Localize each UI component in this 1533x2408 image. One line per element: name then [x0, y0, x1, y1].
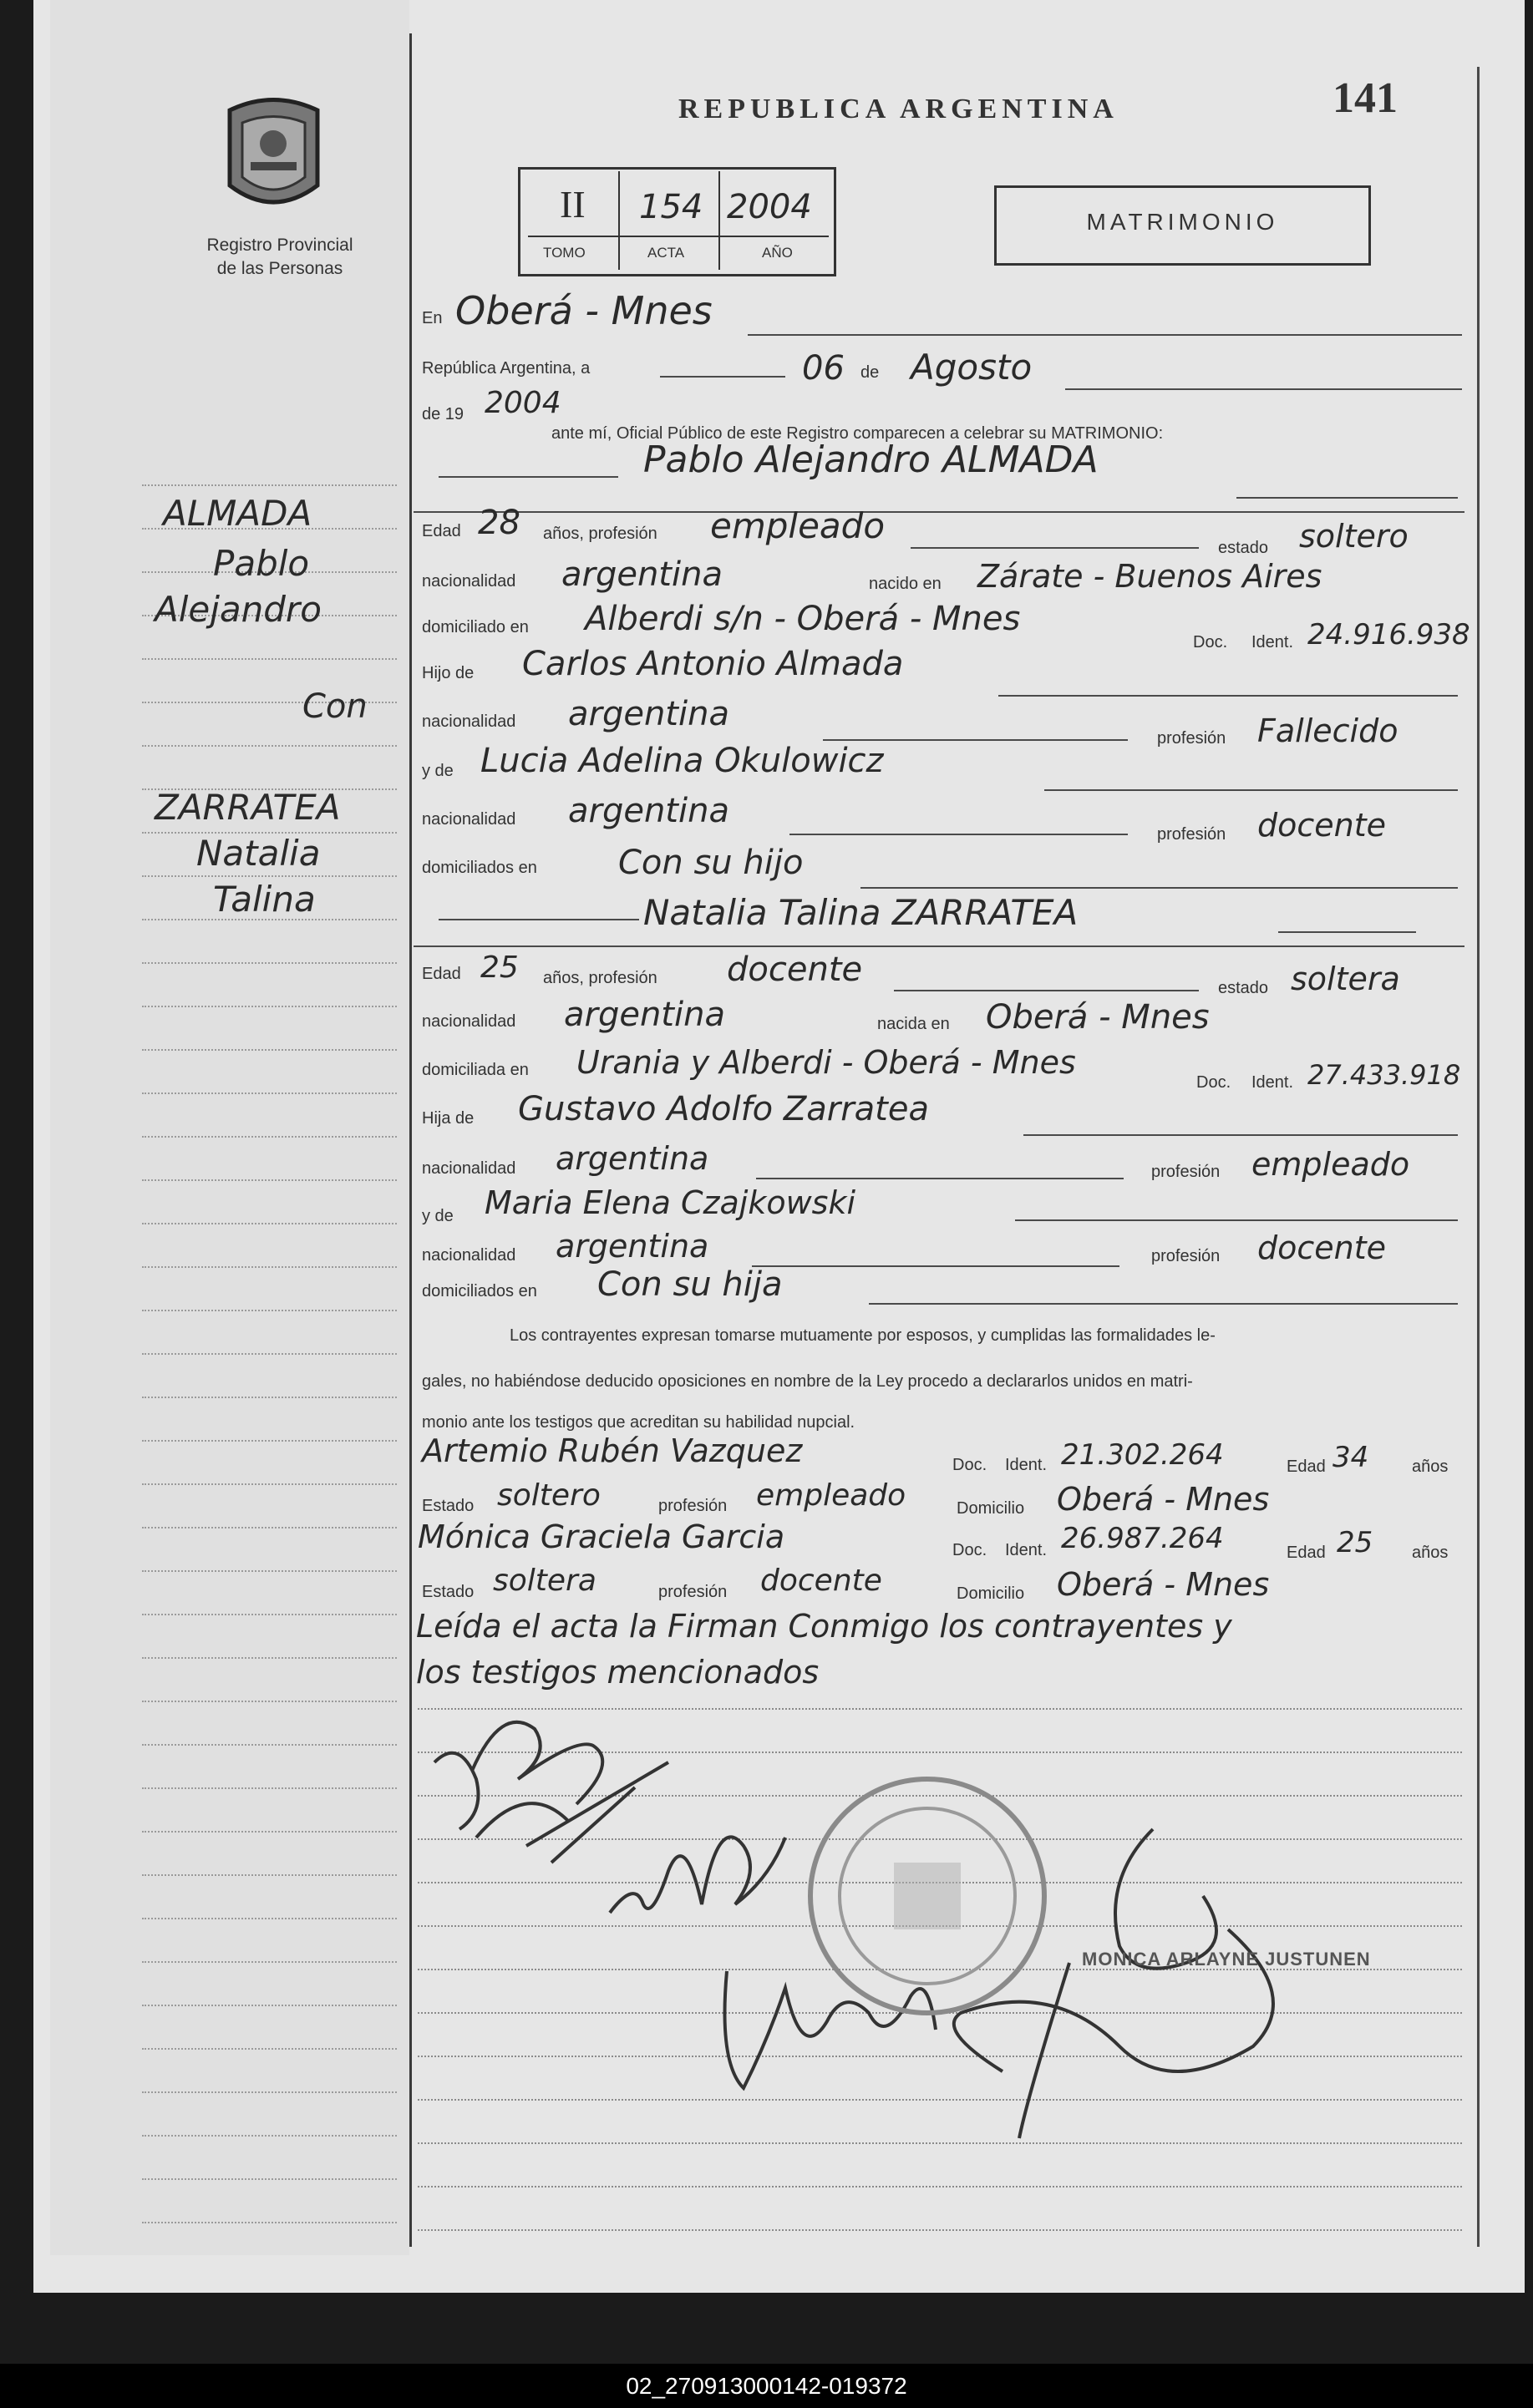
closing-line1: Leída el acta la Firman Conmigo los contrayentes y [416, 1608, 1232, 1645]
margin-rule [142, 1179, 397, 1181]
groom-father-profession: Fallecido [1257, 712, 1398, 749]
bride-doc-number: 27.433.918 [1307, 1059, 1461, 1091]
margin-rule [142, 962, 397, 964]
place: Oberá - Mnes [455, 288, 713, 333]
bride-parents-addr-label: domiciliados en [422, 1282, 537, 1300]
groom-parents-address: Con su hijo [618, 844, 804, 882]
groom-ident-label: Ident. [1251, 633, 1294, 651]
margin-bride-surname: ZARRATEA [155, 787, 341, 828]
bride-father-line [1023, 1134, 1458, 1136]
margin-rule [142, 2091, 397, 2093]
bride-age: 25 [480, 951, 519, 985]
groom-mother-nat-line [789, 834, 1128, 835]
de-label: de [860, 363, 880, 382]
bride-parents-addr-line [869, 1303, 1458, 1305]
margin-rule [142, 1223, 397, 1224]
margin-rule [142, 1570, 397, 1572]
anio-value: 2004 [727, 188, 812, 226]
groom-nacionalidad-label: nacionalidad [422, 572, 516, 591]
signature-scribble-2 [602, 1779, 794, 1946]
margin-rule [142, 1049, 397, 1051]
margin-rule [142, 1136, 397, 1138]
body-rule [418, 2186, 1462, 2187]
bride-father-prof-label: profesión [1151, 1163, 1221, 1181]
bride-mother-nationality: argentina [556, 1228, 709, 1265]
bride-nationality: argentina [564, 996, 725, 1034]
groom-nacido-label: nacido en [869, 575, 942, 593]
groom-profession: empleado [710, 505, 886, 546]
bride-edad-label: Edad [422, 965, 461, 983]
bride-address: Urania y Alberdi - Oberá - Mnes [576, 1044, 1076, 1081]
margin-rule [142, 1701, 397, 1702]
registry-line2: de las Personas [216, 259, 343, 278]
groom-father-nat-line [823, 739, 1128, 741]
witness1-anos-label: años [1412, 1457, 1449, 1476]
groom-father-line [998, 695, 1458, 697]
witness1-profession: empleado [756, 1478, 906, 1513]
witness2-prof-label: profesión [658, 1583, 728, 1601]
document-type: MATRIMONIO [1086, 209, 1279, 235]
witness2-anos-label: años [1412, 1544, 1449, 1562]
year: 2004 [485, 386, 561, 420]
bride-mother-prof-label: profesión [1151, 1247, 1221, 1265]
body-rule [418, 2229, 1462, 2231]
bride-name-line-a [439, 919, 639, 920]
margin-rule [142, 1092, 397, 1094]
margin-rule [142, 1266, 397, 1268]
margin-bride-given2: Talina [213, 879, 316, 920]
bride-father-nationality: argentina [556, 1140, 709, 1177]
witness2-estado-label: Estado [422, 1583, 475, 1601]
groom-father-nationality: argentina [568, 695, 729, 733]
witness1-prof-label: profesión [658, 1497, 728, 1515]
tomo-label: TOMO [543, 245, 586, 261]
witness1-domicilio-label: Domicilio [957, 1499, 1025, 1518]
country-title: REPUBLICA ARGENTINA [678, 94, 1119, 124]
witness2-edad-label: Edad [1287, 1544, 1326, 1562]
bride-mother: Maria Elena Czajkowski [485, 1184, 856, 1221]
witness2-ident-label: Ident. [1005, 1541, 1048, 1559]
groom-father-nat-label: nacionalidad [422, 712, 516, 731]
margin-rule [142, 2135, 397, 2137]
groom-name-line-b [1236, 497, 1458, 499]
bride-anos-label: años, profesión [543, 969, 657, 987]
bride-mother-nat-label: nacionalidad [422, 1246, 516, 1265]
bride-father-profession: empleado [1251, 1146, 1410, 1183]
witness1-address: Oberá - Mnes [1057, 1481, 1270, 1518]
margin-bride-given1: Natalia [196, 833, 321, 874]
acta-label: ACTA [647, 245, 685, 261]
coat-of-arms-emblem [221, 94, 326, 215]
groom-name-line-a [439, 476, 618, 478]
bride-profession-line [894, 990, 1199, 991]
witness1-edad-label: Edad [1287, 1457, 1326, 1476]
margin-rule [142, 1831, 397, 1833]
groom-mother-line [1044, 789, 1458, 791]
groom-mother: Lucia Adelina Okulowicz [480, 742, 884, 780]
year-prefix: de 19 [422, 405, 464, 423]
groom-status: soltero [1299, 518, 1409, 555]
bride-ident-label: Ident. [1251, 1073, 1294, 1092]
margin-rule [142, 1527, 397, 1528]
margin-column [50, 0, 409, 2255]
margin-groom-surname: ALMADA [163, 493, 312, 534]
groom-address: Alberdi s/n - Oberá - Mnes [585, 600, 1021, 638]
witness2-domicilio-label: Domicilio [957, 1584, 1025, 1603]
tomo-value: II [560, 183, 586, 226]
bride-mother-line [1015, 1219, 1458, 1221]
margin-rule [142, 1657, 397, 1659]
groom-mother-label: y de [422, 762, 454, 780]
republica-label: República Argentina, a [422, 359, 591, 378]
margin-rule [142, 1440, 397, 1442]
bride-estado-label: estado [1218, 979, 1269, 997]
witness2-doc: 26.987.264 [1061, 1522, 1224, 1555]
margin-rule [142, 484, 397, 486]
date-line-b [1065, 388, 1462, 390]
bride-father: Gustavo Adolfo Zarratea [518, 1090, 929, 1128]
witness1-ident-label: Ident. [1005, 1456, 1048, 1474]
intro-statement: ante mí, Oficial Público de este Registro comparecen a celebrar su MATRIMONIO: [551, 424, 1164, 443]
margin-rule [142, 1397, 397, 1398]
record-id-vline2 [718, 171, 720, 270]
groom-birthplace: Zárate - Buenos Aires [977, 558, 1322, 595]
page-number: 141 [1332, 74, 1398, 122]
margin-connector: Con [302, 687, 368, 726]
margin-rule [142, 2005, 397, 2006]
declaration-line3: monio ante los testigos que acreditan su habilidad nupcial. [422, 1413, 855, 1432]
margin-rule [142, 1787, 397, 1789]
groom-estado-label: estado [1218, 539, 1269, 557]
margin-rule [142, 2048, 397, 2050]
margin-rule [142, 1006, 397, 1007]
margin-rule [142, 1874, 397, 1876]
margin-groom-given1: Pablo [213, 543, 310, 584]
bride-mother-nat-line [752, 1265, 1119, 1267]
groom-doc-label: Doc. [1193, 633, 1228, 651]
bride-profession: docente [727, 951, 863, 989]
bride-domiciliada-label: domiciliada en [422, 1061, 529, 1079]
groom-anos-label: años, profesión [543, 525, 657, 543]
column-divider [409, 33, 412, 2247]
margin-rule [142, 1310, 397, 1311]
groom-parents-addr-line [860, 887, 1458, 889]
anio-label: AÑO [762, 245, 793, 261]
witness2-age: 25 [1337, 1526, 1373, 1559]
margin-rule [142, 1483, 397, 1485]
margin-rule [142, 1961, 397, 1963]
groom-mother-nationality: argentina [568, 792, 729, 830]
groom-father: Carlos Antonio Almada [522, 645, 904, 683]
bride-parents-address: Con su hija [597, 1265, 783, 1304]
margin-rule [142, 2222, 397, 2223]
witness2-profession: docente [760, 1564, 882, 1598]
bride-nacida-label: nacida en [877, 1015, 950, 1033]
place-line [748, 334, 1462, 336]
witness1-estado-label: Estado [422, 1497, 475, 1515]
groom-edad-label: Edad [422, 522, 461, 540]
groom-father-label: Hijo de [422, 664, 475, 682]
groom-mother-prof-label: profesión [1157, 825, 1226, 844]
signature-scribble-4 [902, 1796, 1337, 2147]
bride-mother-profession: docente [1257, 1229, 1387, 1266]
section-rule-1 [414, 511, 1464, 513]
margin-rule [142, 1353, 397, 1355]
margin-rule [142, 1614, 397, 1615]
bride-name-line-b [1278, 931, 1416, 933]
bride-full-name: Natalia Talina ZARRATEA [643, 892, 1079, 933]
margin-rule [142, 875, 397, 877]
section-rule-2 [414, 945, 1464, 947]
declaration-line1: Los contrayentes expresan tomarse mutuamente por esposos, y cumplidas las formalidades le- [510, 1326, 1216, 1345]
groom-full-name: Pablo Alejandro ALMADA [643, 439, 1099, 481]
groom-nationality: argentina [561, 555, 723, 594]
bride-status: soltera [1291, 961, 1400, 997]
bride-nacionalidad-label: nacionalidad [422, 1012, 516, 1031]
groom-domiciliado-label: domiciliado en [422, 618, 529, 636]
date-line-a [660, 376, 785, 378]
margin-rule [142, 1918, 397, 1919]
official-stamp-name: MONICA ARLAYNE JUSTUNEN [1082, 1949, 1371, 1969]
margin-rule [142, 2178, 397, 2180]
witness1-name: Artemio Rubén Vazquez [422, 1432, 803, 1469]
page-right-rule [1477, 67, 1480, 2247]
registry-name [167, 234, 393, 281]
witness1-status: soltero [497, 1478, 601, 1513]
footer-reference: 02_270913000142-019372 [0, 2364, 1533, 2408]
groom-age: 28 [478, 504, 520, 542]
record-id-hline [528, 236, 829, 237]
bride-father-label: Hija de [422, 1109, 475, 1128]
margin-groom-given2: Alejandro [155, 589, 322, 630]
witness2-address: Oberá - Mnes [1057, 1566, 1270, 1603]
witness1-doc: 21.302.264 [1061, 1438, 1224, 1472]
witness2-doc-label: Doc. [952, 1541, 987, 1559]
groom-mother-profession: docente [1257, 807, 1387, 844]
groom-doc-number: 24.916.938 [1307, 618, 1470, 651]
bride-father-nat-label: nacionalidad [422, 1159, 516, 1178]
declaration-line2: gales, no habiéndose deducido oposiciones en nombre de la Ley procedo a declararlos unidos en matri- [422, 1372, 1193, 1391]
witness2-name: Mónica Graciela Garcia [418, 1518, 785, 1555]
witness1-age: 34 [1332, 1441, 1369, 1474]
registry-line1: Registro Provincial [206, 236, 353, 255]
month: Agosto [911, 347, 1033, 388]
witness1-doc-label: Doc. [952, 1456, 987, 1474]
record-id-vline1 [618, 171, 620, 270]
en-label: En [422, 309, 443, 327]
bride-doc-label: Doc. [1196, 1073, 1231, 1092]
groom-father-prof-label: profesión [1157, 729, 1226, 748]
bride-birthplace: Oberá - Mnes [986, 998, 1210, 1037]
groom-mother-nat-label: nacionalidad [422, 810, 516, 829]
margin-rule [142, 1744, 397, 1746]
bride-father-nat-line [756, 1178, 1124, 1179]
closing-line2: los testigos mencionados [416, 1654, 820, 1691]
margin-rule [142, 745, 397, 747]
groom-profession-line [911, 547, 1199, 549]
bride-mother-label: y de [422, 1207, 454, 1225]
acta-value: 154 [639, 188, 703, 226]
margin-rule [142, 658, 397, 660]
witness2-status: soltera [493, 1564, 596, 1598]
day: 06 [802, 349, 845, 388]
groom-parents-addr-label: domiciliados en [422, 859, 537, 877]
